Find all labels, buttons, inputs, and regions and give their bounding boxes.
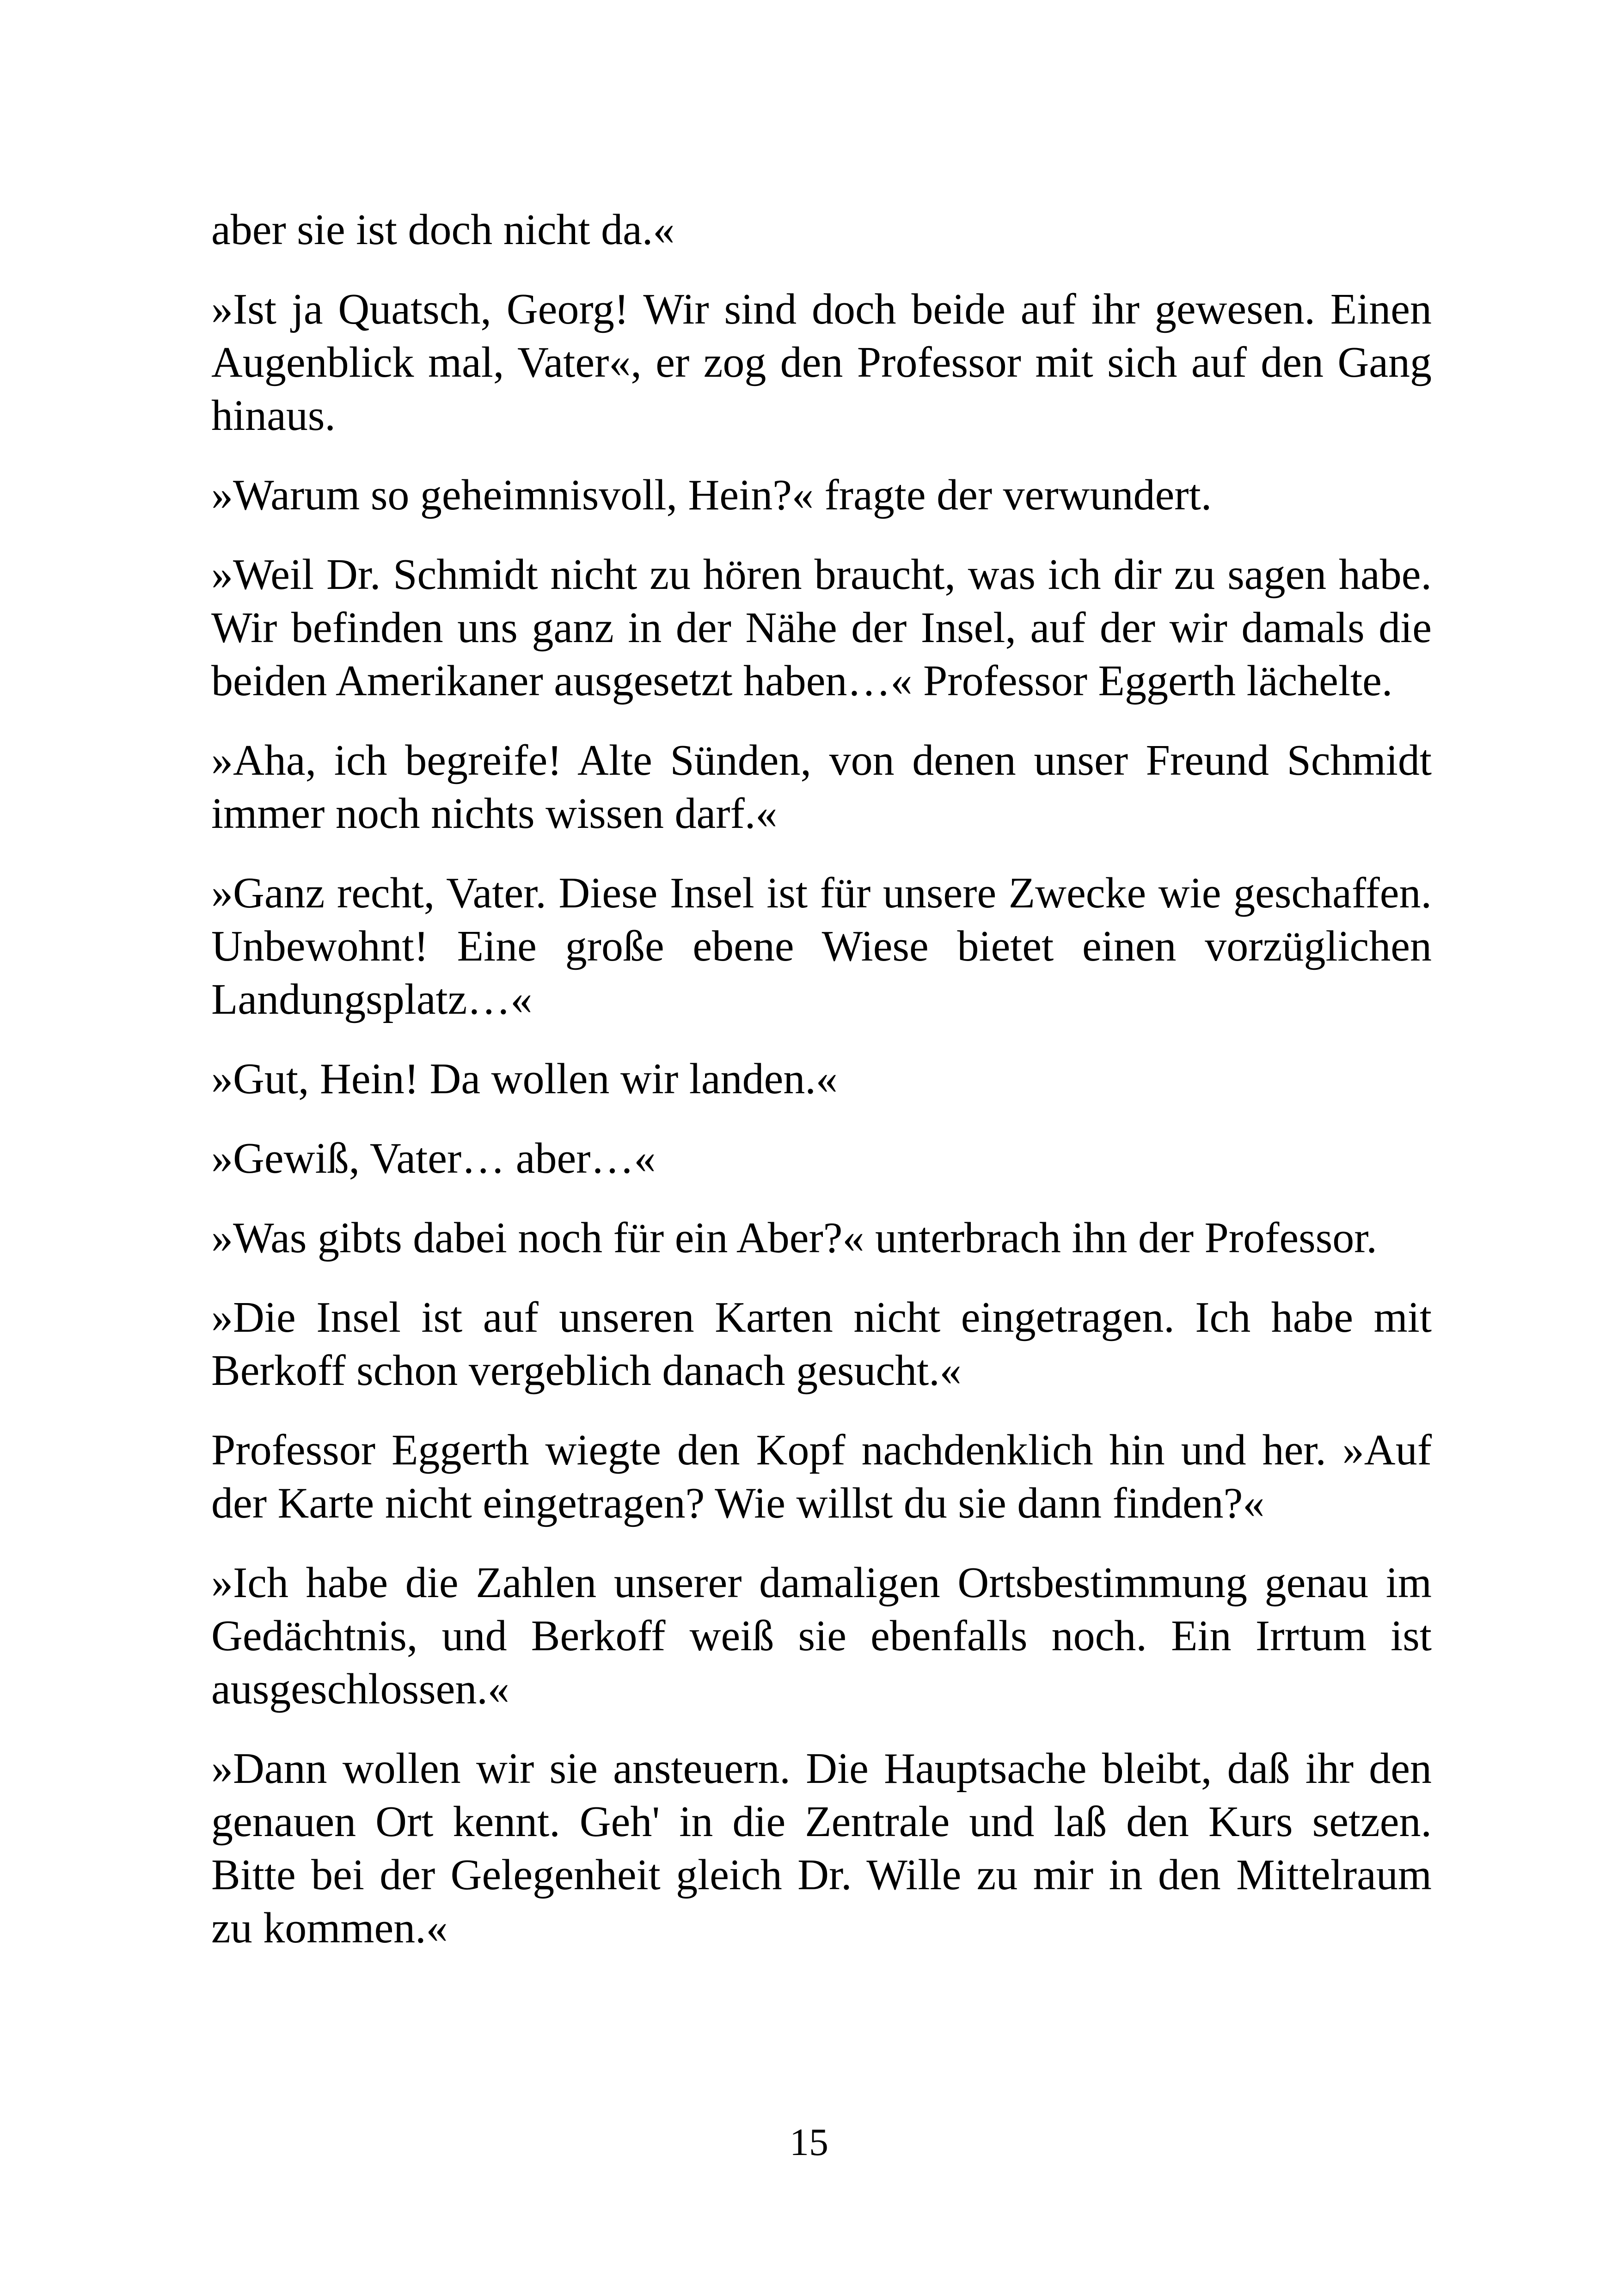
paragraph: »Ganz recht, Vater. Diese Insel ist für unsere Zwecke wie geschaffen. Unbewohnt! Eine große ebene Wiese bietet einen vorzüglichen Landungsplatz…« — [211, 869, 1432, 1023]
paragraph: »Gut, Hein! Da wollen wir landen.« — [211, 1055, 838, 1103]
page-number: 15 — [790, 2121, 828, 2164]
paragraph: aber sie ist doch nicht da.« — [211, 206, 675, 254]
body-text — [211, 203, 1432, 1981]
paragraph: »Ist ja Quatsch, Georg! Wir sind doch beide auf ihr gewesen. Einen Augenblick mal, Vater«, er zog den Professor mit sich auf den Gang hinaus. — [211, 285, 1432, 440]
paragraph: »Dann wollen wir sie ansteuern. Die Hauptsache bleibt, daß ihr den genauen Ort kennt. Geh' in die Zentrale und laß den Kurs setzen. Bitte bei der Gelegenheit gleich Dr. Wille zu mir in den Mittelraum zu kommen.« — [211, 1745, 1432, 1952]
paragraph: »Die Insel ist auf unseren Karten nicht eingetragen. Ich habe mit Berkoff schon vergeblich danach gesucht.« — [211, 1293, 1432, 1395]
paragraph: »Was gibts dabei noch für ein Aber?« unterbrach ihn der Professor. — [211, 1214, 1377, 1262]
paragraph: »Gewiß, Vater… aber…« — [211, 1134, 656, 1182]
paragraph: Professor Eggerth wiegte den Kopf nachdenklich hin und her. »Auf der Karte nicht eingetragen? Wie willst du sie dann finden?« — [211, 1426, 1432, 1527]
paragraph: »Aha, ich begreife! Alte Sünden, von denen unser Freund Schmidt immer noch nichts wissen darf.« — [211, 736, 1432, 838]
paragraph: »Ich habe die Zahlen unserer damaligen Ortsbestimmung genau im Gedächtnis, und Berkoff weiß sie ebenfalls noch. Ein Irrtum ist ausgeschlossen.« — [211, 1559, 1432, 1713]
paragraph: »Weil Dr. Schmidt nicht zu hören braucht, was ich dir zu sagen habe. Wir befinden uns ganz in der Nähe der Insel, auf der wir damals die beiden Amerikaner ausgesetzt haben…« Professor Eggerth lächelte. — [211, 551, 1432, 705]
paragraph: »Warum so geheimnisvoll, Hein?« fragte der verwundert. — [211, 471, 1212, 519]
